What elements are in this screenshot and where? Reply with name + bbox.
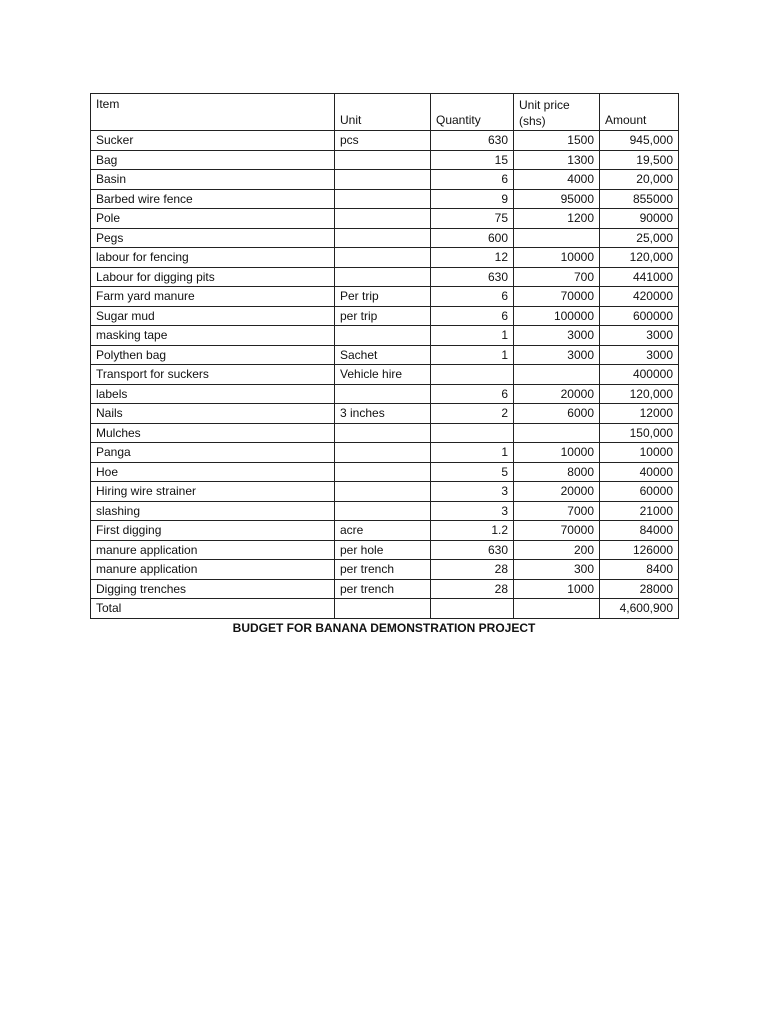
cell-unit [335, 423, 431, 443]
cell-amount: 60000 [600, 482, 679, 502]
table-row [91, 326, 679, 346]
budget-table [90, 93, 679, 619]
cell-item: labels [91, 384, 335, 404]
cell-item: Mulches [91, 423, 335, 443]
cell-unit-price: 100000 [514, 306, 600, 326]
cell-item: Polythen bag [91, 345, 335, 365]
cell-unit-price: 8000 [514, 462, 600, 482]
table-row [91, 384, 679, 404]
cell-unit: acre [335, 521, 431, 541]
cell-unit-price: 20000 [514, 482, 600, 502]
cell-item: Hiring wire strainer [91, 482, 335, 502]
table-row [91, 482, 679, 502]
table-row [91, 579, 679, 599]
table-row [91, 540, 679, 560]
table-row [91, 443, 679, 463]
cell-item: Farm yard manure [91, 287, 335, 307]
cell-unit-price: 6000 [514, 404, 600, 424]
cell-quantity: 3 [431, 501, 514, 521]
table-row [91, 404, 679, 424]
cell-amount: 150,000 [600, 423, 679, 443]
cell-unit: per hole [335, 540, 431, 560]
cell-amount: 420000 [600, 287, 679, 307]
cell-amount: 120,000 [600, 384, 679, 404]
cell-unit: Vehicle hire [335, 365, 431, 385]
table-caption: BUDGET FOR BANANA DEMONSTRATION PROJECT [232, 620, 536, 635]
cell-quantity: 6 [431, 170, 514, 190]
cell-quantity: 630 [431, 267, 514, 287]
cell-quantity [431, 365, 514, 385]
table-row [91, 228, 679, 248]
cell-amount: 28000 [600, 579, 679, 599]
cell-amount: 20,000 [600, 170, 679, 190]
table-row [91, 462, 679, 482]
cell-quantity: 600 [431, 228, 514, 248]
table-row [91, 267, 679, 287]
cell-unit-price: 10000 [514, 248, 600, 268]
cell-amount: 19,500 [600, 150, 679, 170]
table-row [91, 189, 679, 209]
cell-unit: 3 inches [335, 404, 431, 424]
cell-quantity: 3 [431, 482, 514, 502]
cell-unit-price: 1500 [514, 131, 600, 151]
cell-item: manure application [91, 560, 335, 580]
cell-quantity: 1.2 [431, 521, 514, 541]
cell-unit [335, 384, 431, 404]
cell-unit [335, 150, 431, 170]
header-unit-price: Unit price (shs) [514, 94, 600, 131]
cell-item: Labour for digging pits [91, 267, 335, 287]
cell-quantity: 5 [431, 462, 514, 482]
cell-unit-price: 1300 [514, 150, 600, 170]
cell-item: manure application [91, 540, 335, 560]
cell-unit-price: 10000 [514, 443, 600, 463]
cell-unit-price: 95000 [514, 189, 600, 209]
cell-unit [335, 170, 431, 190]
table-row [91, 521, 679, 541]
table-row [91, 345, 679, 365]
table-row [91, 560, 679, 580]
cell-amount: 90000 [600, 209, 679, 229]
cell-unit-price: 700 [514, 267, 600, 287]
cell-quantity: 630 [431, 540, 514, 560]
table-row [91, 248, 679, 268]
cell-unit: per trench [335, 579, 431, 599]
cell-item: Basin [91, 170, 335, 190]
cell-quantity: 28 [431, 579, 514, 599]
cell-quantity: 1 [431, 326, 514, 346]
cell-item: First digging [91, 521, 335, 541]
table-header-row [91, 94, 679, 131]
cell-unit [335, 501, 431, 521]
cell-amount: 25,000 [600, 228, 679, 248]
cell-unit [335, 248, 431, 268]
cell-unit [335, 189, 431, 209]
cell-item: Sugar mud [91, 306, 335, 326]
cell-unit [335, 228, 431, 248]
cell-amount: 21000 [600, 501, 679, 521]
cell-amount: 8400 [600, 560, 679, 580]
budget-sheet [90, 93, 678, 635]
table-row [91, 170, 679, 190]
cell-amount: 40000 [600, 462, 679, 482]
cell-quantity: 28 [431, 560, 514, 580]
table-row [91, 423, 679, 443]
cell-unit: per trench [335, 560, 431, 580]
header-item: Item [91, 94, 335, 131]
cell-unit-price: 1200 [514, 209, 600, 229]
cell-amount: 10000 [600, 443, 679, 463]
cell-amount: 400000 [600, 365, 679, 385]
cell-amount: 855000 [600, 189, 679, 209]
cell-quantity: 630 [431, 131, 514, 151]
cell-item: Transport for suckers [91, 365, 335, 385]
cell-amount: 120,000 [600, 248, 679, 268]
cell-quantity: 2 [431, 404, 514, 424]
cell-unit-price: 200 [514, 540, 600, 560]
total-quantity-cell [431, 599, 514, 619]
cell-unit: per trip [335, 306, 431, 326]
table-row [91, 150, 679, 170]
cell-unit [335, 443, 431, 463]
table-body [91, 131, 679, 599]
cell-quantity: 6 [431, 287, 514, 307]
total-amount: 4,600,900 [600, 599, 679, 619]
cell-unit: Sachet [335, 345, 431, 365]
cell-unit [335, 462, 431, 482]
cell-quantity: 6 [431, 306, 514, 326]
header-quantity: Quantity [431, 94, 514, 131]
cell-item: Pegs [91, 228, 335, 248]
header-amount: Amount [600, 94, 679, 131]
cell-amount: 84000 [600, 521, 679, 541]
table-row [91, 501, 679, 521]
cell-item: labour for fencing [91, 248, 335, 268]
cell-quantity: 6 [431, 384, 514, 404]
cell-item: slashing [91, 501, 335, 521]
cell-unit-price: 3000 [514, 345, 600, 365]
cell-unit [335, 267, 431, 287]
cell-item: Pole [91, 209, 335, 229]
cell-unit-price: 300 [514, 560, 600, 580]
cell-unit [335, 326, 431, 346]
cell-unit [335, 209, 431, 229]
cell-amount: 441000 [600, 267, 679, 287]
cell-unit [335, 482, 431, 502]
cell-item: Hoe [91, 462, 335, 482]
cell-item: Digging trenches [91, 579, 335, 599]
cell-quantity: 9 [431, 189, 514, 209]
cell-amount: 600000 [600, 306, 679, 326]
cell-quantity: 12 [431, 248, 514, 268]
cell-unit-price: 1000 [514, 579, 600, 599]
total-label: Total [91, 599, 335, 619]
cell-unit: Per trip [335, 287, 431, 307]
cell-item: Bag [91, 150, 335, 170]
cell-quantity: 15 [431, 150, 514, 170]
total-row [91, 599, 679, 619]
total-unit-cell [335, 599, 431, 619]
cell-amount: 3000 [600, 345, 679, 365]
cell-unit-price: 4000 [514, 170, 600, 190]
total-price-cell [514, 599, 600, 619]
cell-unit: pcs [335, 131, 431, 151]
cell-item: Nails [91, 404, 335, 424]
cell-item: Panga [91, 443, 335, 463]
table-row [91, 306, 679, 326]
cell-unit-price: 20000 [514, 384, 600, 404]
table-row [91, 365, 679, 385]
cell-item: Barbed wire fence [91, 189, 335, 209]
cell-unit-price: 7000 [514, 501, 600, 521]
cell-amount: 3000 [600, 326, 679, 346]
cell-unit-price: 70000 [514, 287, 600, 307]
cell-amount: 945,000 [600, 131, 679, 151]
cell-amount: 12000 [600, 404, 679, 424]
table-row [91, 131, 679, 151]
cell-amount: 126000 [600, 540, 679, 560]
cell-item: masking tape [91, 326, 335, 346]
cell-quantity: 75 [431, 209, 514, 229]
cell-unit-price: 3000 [514, 326, 600, 346]
cell-quantity: 1 [431, 345, 514, 365]
table-row [91, 209, 679, 229]
header-unit: Unit [335, 94, 431, 131]
table-row [91, 287, 679, 307]
cell-item: Sucker [91, 131, 335, 151]
cell-unit-price [514, 423, 600, 443]
cell-quantity: 1 [431, 443, 514, 463]
cell-unit-price [514, 365, 600, 385]
cell-unit-price [514, 228, 600, 248]
cell-quantity [431, 423, 514, 443]
cell-unit-price: 70000 [514, 521, 600, 541]
